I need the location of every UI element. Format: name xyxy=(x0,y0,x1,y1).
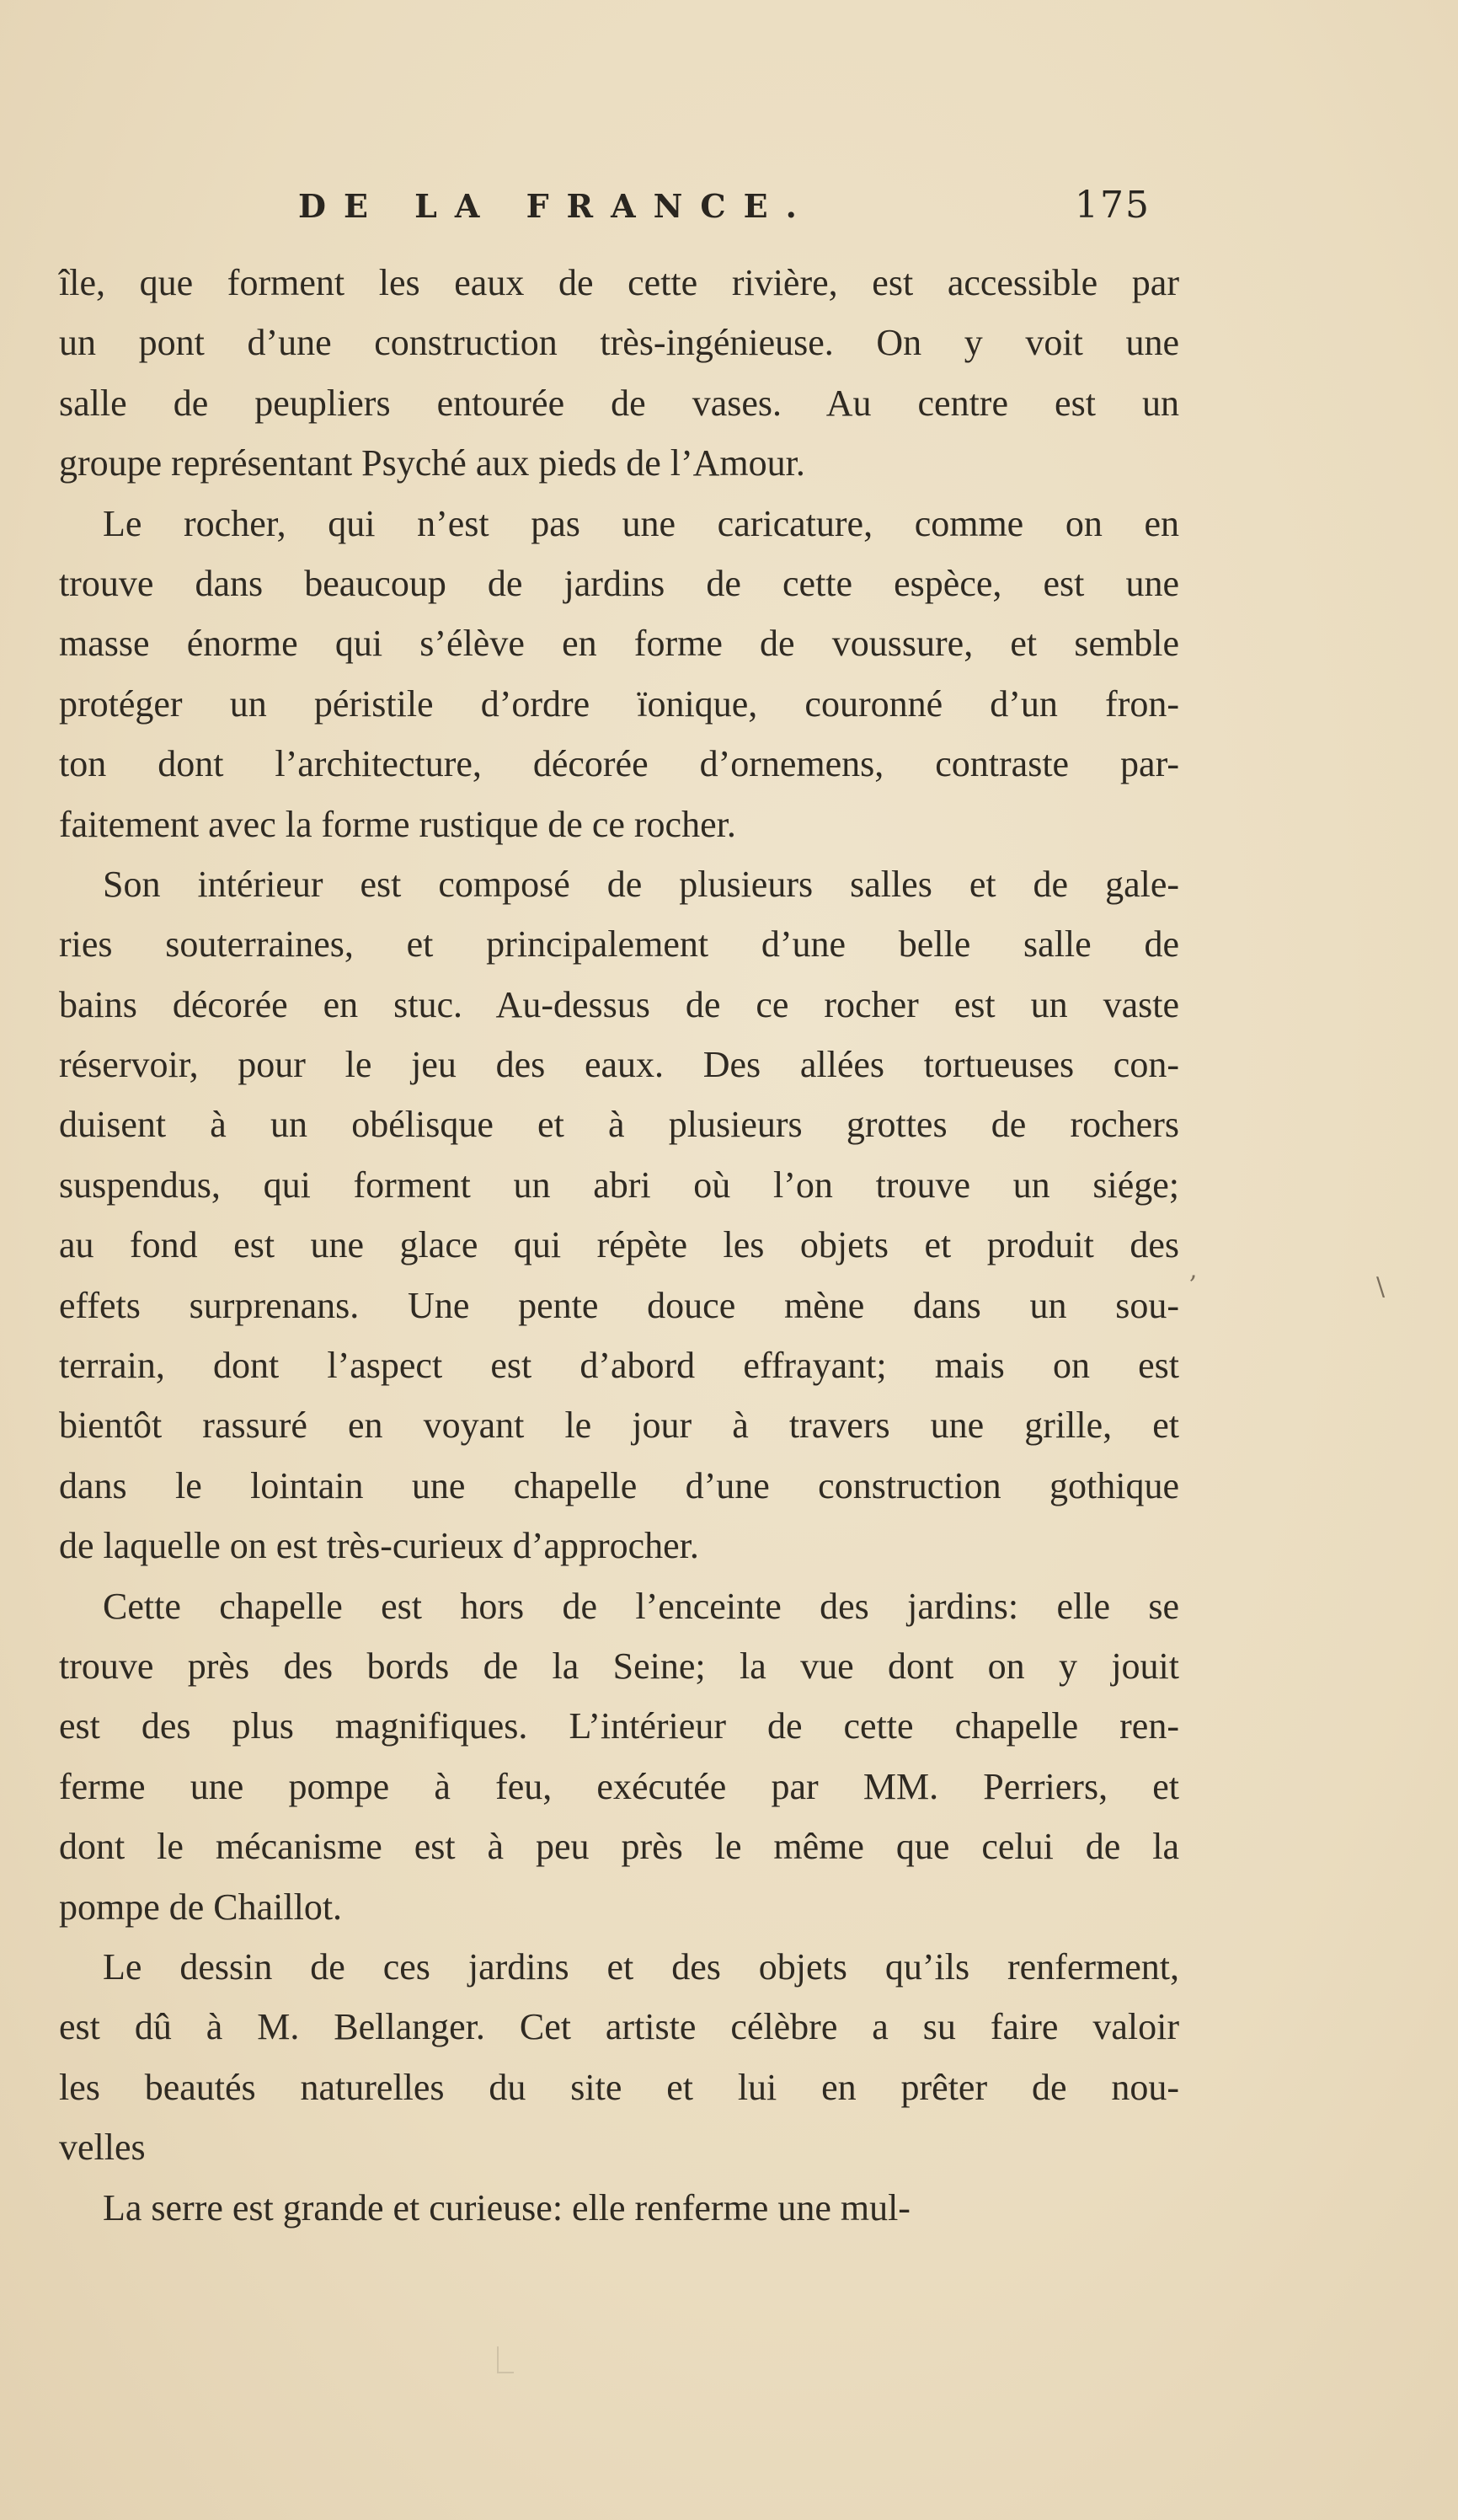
text-line: est des plus magnifiques. L’intérieur de cette chapelle ren- xyxy=(59,1705,1179,1747)
text-line: masse énorme qui s’élève en forme de voussure, et semble xyxy=(59,623,1179,665)
text-line: velles xyxy=(59,2127,146,2169)
text-line: pompe de Chaillot. xyxy=(59,1886,343,1928)
page-number: 175 xyxy=(1075,184,1151,227)
paper-mark xyxy=(497,2346,514,2373)
text-line: terrain, dont l’aspect est d’abord effrayant; mais on est xyxy=(59,1345,1179,1387)
running-head: DE LA FRANCE. xyxy=(298,187,814,225)
text-line: faitement avec la forme rustique de ce rocher. xyxy=(59,803,736,845)
text-line: groupe représentant Psyché aux pieds de l’Amour. xyxy=(59,442,805,484)
text-line: trouve dans beaucoup de jardins de cette espèce, est une xyxy=(59,562,1179,604)
page-header xyxy=(0,184,1458,246)
text-line: de laquelle on est très-curieux d’approcher. xyxy=(59,1525,699,1567)
text-line: bains décorée en stuc. Au-dessus de ce rocher est un vaste xyxy=(59,983,1179,1025)
body-text xyxy=(59,253,1179,2238)
text-line: est dû à M. Bellanger. Cet artiste célèbre a su faire valoir xyxy=(59,2006,1179,2048)
text-line: ferme une pompe à feu, exécutée par MM. Perriers, et xyxy=(59,1765,1179,1807)
text-line: dans le lointain une chapelle d’une construction gothique xyxy=(59,1464,1179,1506)
paragraph-start-line: Son intérieur est composé de plusieurs salles et de gale- xyxy=(103,863,1179,905)
text-line: un pont d’une construction très-ingénieuse. On y voit une xyxy=(59,322,1179,364)
text-line: bientôt rassuré en voyant le jour à travers une grille, et xyxy=(59,1404,1179,1447)
paragraph-start-line: Le dessin de ces jardins et des objets qu’ils renferment, xyxy=(103,1945,1179,1988)
text-line: dont le mécanisme est à peu près le même que celui de la xyxy=(59,1826,1179,1868)
paper-speck: \ xyxy=(1376,1272,1386,1302)
paragraph-start-line: Cette chapelle est hors de l’enceinte des jardins: elle se xyxy=(103,1585,1179,1627)
text-line: île, que forment les eaux de cette rivière, est accessible par xyxy=(59,262,1179,303)
paragraph-start-line: Le rocher, qui n’est pas une caricature, comme on en xyxy=(103,502,1179,544)
text-line: duisent à un obélisque et à plusieurs grottes de rochers xyxy=(59,1104,1179,1146)
text-line: au fond est une glace qui répète les objets et produit des xyxy=(59,1224,1179,1266)
paper-speck: , xyxy=(1189,1255,1198,1285)
paragraph-start-line: La serre est grande et curieuse: elle renferme une mul- xyxy=(103,2186,911,2228)
text-line: effets surprenans. Une pente douce mène dans un sou- xyxy=(59,1284,1179,1326)
text-line: trouve près des bords de la Seine; la vue dont on y jouit xyxy=(59,1645,1179,1687)
text-line: suspendus, qui forment un abri où l’on trouve un siége; xyxy=(59,1164,1179,1206)
text-line: protéger un péristile d’ordre ïonique, couronné d’un fron- xyxy=(59,682,1179,725)
text-line: les beautés naturelles du site et lui en prêter de nou- xyxy=(59,2066,1179,2108)
text-line: salle de peupliers entourée de vases. Au centre est un xyxy=(59,382,1179,424)
text-line: ton dont l’architecture, décorée d’ornemens, contraste par- xyxy=(59,743,1179,785)
text-line: ries souterraines, et principalement d’une belle salle de xyxy=(59,923,1179,966)
text-line: réservoir, pour le jeu des eaux. Des allées tortueuses con- xyxy=(59,1044,1179,1086)
